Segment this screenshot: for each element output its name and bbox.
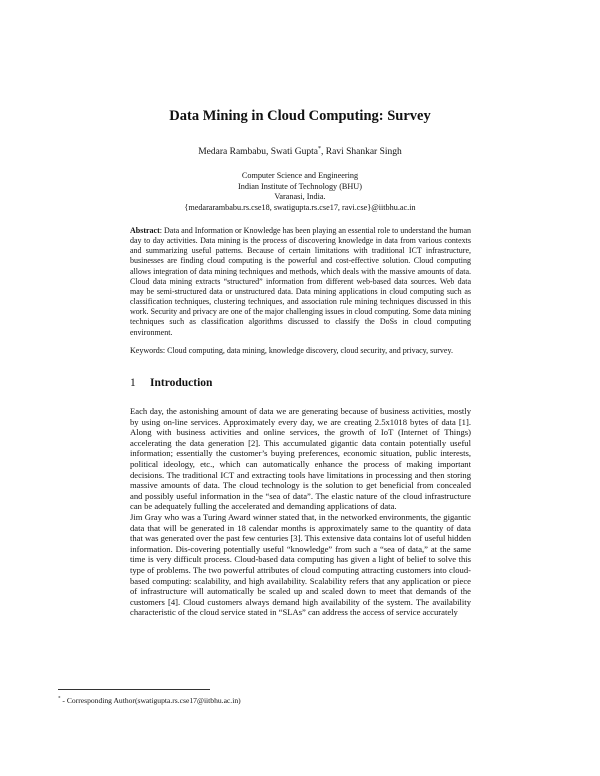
author-names-2: , Ravi Shankar Singh (321, 147, 402, 158)
corresponding-mark: * (318, 146, 322, 152)
author-names-1: Medara Rambabu, Swati Gupta (198, 147, 319, 158)
author-list (0, 146, 600, 157)
affiliation-emails: {medararambabu.rs.cse18, swatigupta.rs.cse17, ravi.cse}@iitbhu.ac.in (184, 202, 416, 212)
abstract (130, 226, 471, 338)
abstract-text: : Data and Information or Knowledge has been playing an essential role to understand the human day to day activities. Data mining is the process of discovering knowledge in data from various contexts and summarizing useful patterns. Because of certain limitations with traditional ICT infrastructure, businesses are finding cloud computing is the powerful and cost-effective solution. Cloud computing allows integration of data mining techniques and methods, which deals with the massive amounts of data. Cloud data mining extracts “structured” information from different web-based data sources. Web data may be semi-structured data or unstructured data. Data mining applications in cloud computing such as classification techniques, clustering techniques, and association rule mining techniques discussed in this work. Security and privacy are one of the major challenging issues in cloud computing. Some data mining techniques such as classification algorithms discussed to classify the DoSs in cloud computing environment. (130, 226, 471, 337)
abstract-label: Abstract (130, 226, 160, 235)
affiliation-dept: Computer Science and Engineering (241, 171, 359, 180)
footnote-text: - Corresponding Author(swatigupta.rs.cse17@iitbhu.ac.in) (60, 696, 241, 705)
footnote (58, 696, 241, 705)
introduction-body (130, 406, 471, 618)
section-heading (130, 377, 212, 389)
footnote-divider (58, 689, 210, 690)
section-number: 1 (130, 377, 136, 389)
affiliation-city: Varanasi, India. (274, 192, 326, 202)
paragraph: Jim Gray who was a Turing Award winner stated that, in the networked environments, the gigantic data that will be generated in 18 calendar months is approximately same to the quantity of data that was generated over the past few centuries [3]. This extensive data contains lot of useful hidden information. Dis-covering potentially useful “knowledge” from such a “sea of data,” at the same time is very difficult process. Cloud-based data computing has given a light of belief to solve this type of problems. The two powerful attributes of cloud computing attracting customers into cloud-based computing: scalability, and high availability. Scalability refers that any application or piece of infrastructure will automatically be scaled up and scaled down to meet that demands of the customers [4]. Cloud customers always demand high availability of the system. The availability characteristic of the cloud service stated in “SLAs” can address the access of service accurately (130, 511, 471, 618)
keywords: Keywords: Cloud computing, data mining, knowledge discovery, cloud security, and privacy, survey. (130, 346, 453, 355)
affiliation-institute: Indian Institute of Technology (BHU) (238, 181, 362, 191)
affiliation (0, 171, 600, 213)
paper-title: Data Mining in Cloud Computing: Survey (169, 108, 431, 124)
paragraph: Each day, the astonishing amount of data we are generating because of business activities, mostly by using on-line services. Approximately every day, we are creating 2.5x1018 bytes of data [1]. Along with business activities and online services, the growth of IoT (Internet of Things) accelerating the data generation [2]. This accumulated gigantic data contain potentially useful information; essentially the customer’s buying preferences, economic situation, public interests, political ideology, etc., which can automatically enhance the process of making important decisions. The traditional ICT and extracting tools have limitations in processing and then storing massive amounts of data. The cloud technology is the solution to get beneficial from concealed and possibly useful information in the “sea of data”. The elastic nature of the cloud infrastructure can be adequately fulling the accelerated and demanding applications of data. (130, 406, 471, 512)
section-title: Introduction (150, 377, 213, 389)
footnote-mark: * (58, 696, 61, 702)
